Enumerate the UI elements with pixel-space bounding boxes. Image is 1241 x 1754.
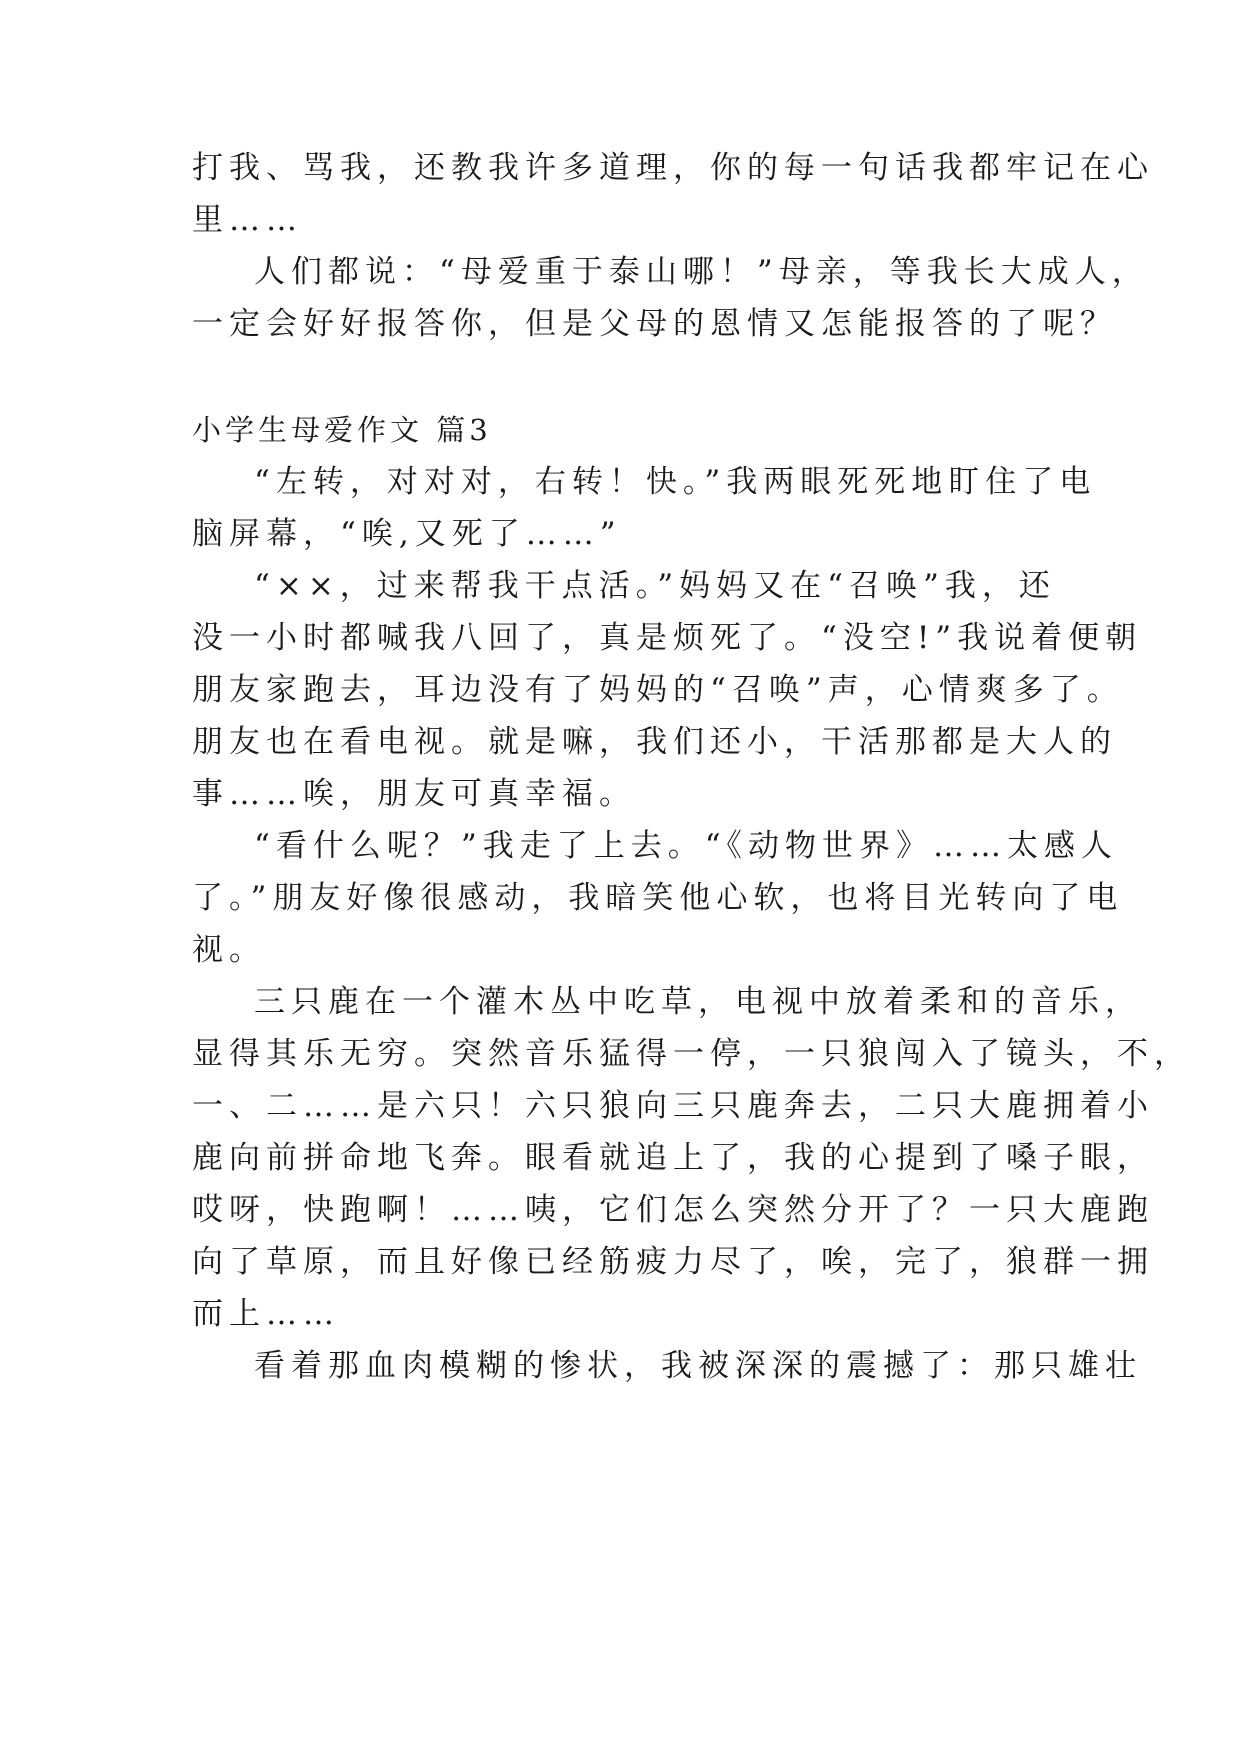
text-line: 朋友也在看电视。就是嘛，我们还小，干活那都是大人的 [192,724,1117,760]
text-line: 向了草原，而且好像已经筋疲力尽了，唉，完了，狼群一拥 [192,1244,1154,1280]
text-line: “看什么呢？”我走了上去。“《动物世界》……太感人 [254,828,1119,864]
text-line: 一定会好好报答你，但是父母的恩情又怎能报答的了呢？ [192,306,1117,342]
text-line: 视。 [192,932,266,968]
text-line: 人们都说：“母爱重于泰山哪！”母亲，等我长大成人， [254,254,1149,290]
text-line: 了。”朋友好像很感动，我暗笑他心软，也将目光转向了电 [192,880,1124,916]
text-line: 看着那血肉模糊的惨状，我被深深的震撼了：那只雄壮 [254,1348,1142,1384]
text-line: 里…… [192,202,303,238]
text-line: 没一小时都喊我八回了，真是烦死了。“没空!”我说着便朝 [192,620,1143,656]
text-line: 哎呀，快跑啊！……咦，它们怎么突然分开了？一只大鹿跑 [192,1192,1154,1228]
text-line: 事……唉，朋友可真幸福。 [192,776,636,812]
text-line: “××，过来帮我干点活。”妈妈又在“召唤”我，还 [254,568,1056,604]
text-line: 一、二……是六只！六只狼向三只鹿奔去，二只大鹿拥着小 [192,1088,1154,1124]
text-line: 鹿向前拼命地飞奔。眼看就追上了，我的心提到了嗓子眼， [192,1140,1154,1176]
section-heading: 小学生母爱作文 篇3 [192,413,492,447]
text-line: 三只鹿在一个灌木丛中吃草，电视中放着柔和的音乐， [254,984,1142,1020]
text-line: “左转，对对对，右转！快。”我两眼死死地盯住了电 [254,464,1097,500]
text-line: 脑屏幕，“唉,又死了……” [192,516,622,552]
text-line: 显得其乐无穷。突然音乐猛得一停，一只狼闯入了镜头，不， [192,1036,1191,1072]
text-line: 打我、骂我，还教我许多道理，你的每一句话我都牢记在心 [192,150,1154,186]
text-line: 朋友家跑去，耳边没有了妈妈的“召唤”声，心情爽多了。 [192,672,1124,708]
text-line: 而上…… [192,1296,340,1332]
